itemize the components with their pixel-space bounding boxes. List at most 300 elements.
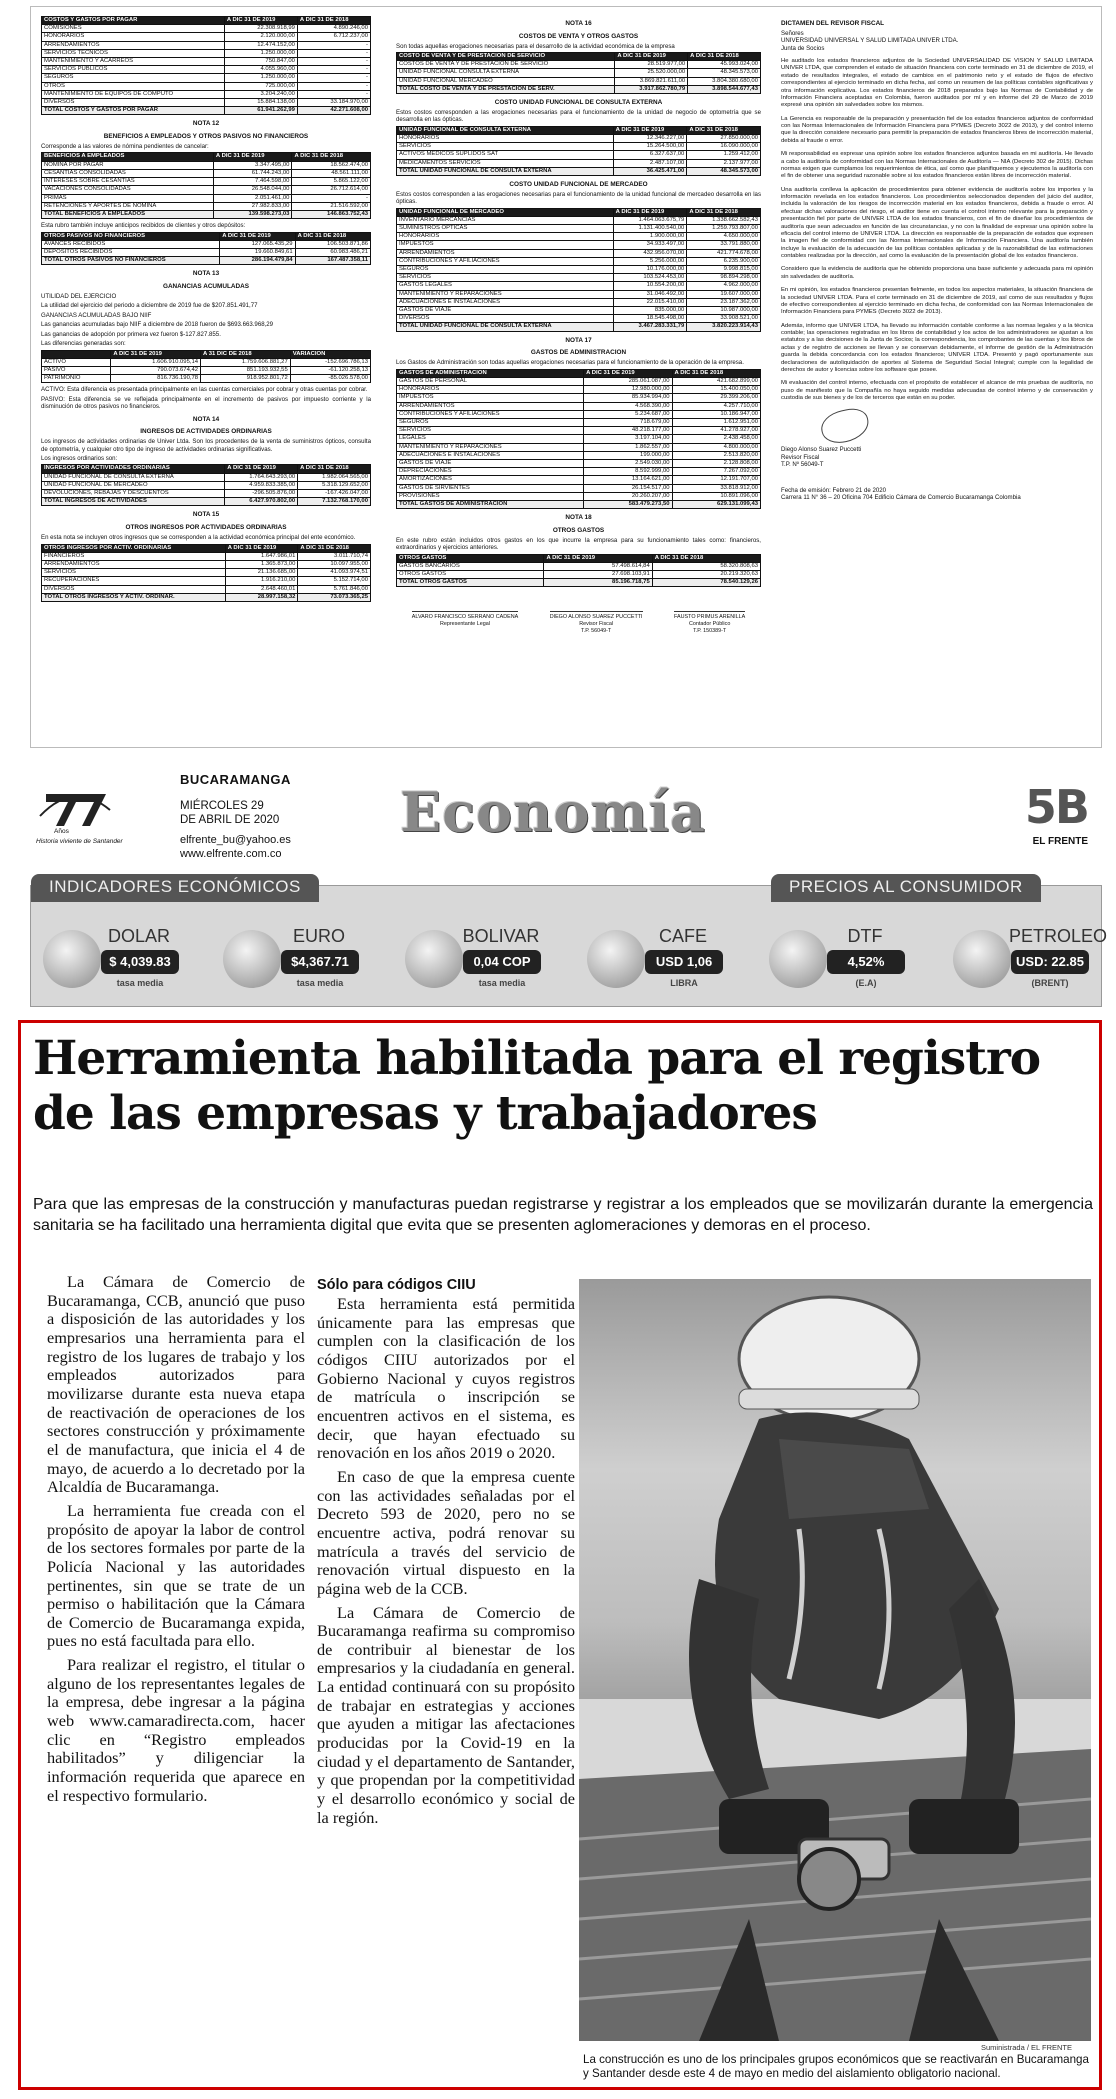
table-header-cell: GASTOS DE ADMINISTRACION (397, 369, 584, 377)
note-text: Las ganancias acumuladas bajo NIIF a diciembre de 2018 fueron de $693.663.968,29 (41, 321, 274, 329)
table-cell: 2.513.820,00 (672, 451, 760, 459)
table-row (42, 33, 371, 41)
table-cell: 27.850.000,00 (687, 134, 761, 142)
indicator-value: $4,367.71 (281, 950, 359, 974)
table-cell: SERVICIOS (397, 427, 584, 435)
table-total-row (397, 85, 761, 93)
table-total-row (42, 257, 371, 265)
table-cell: SUMINISTROS OPTICAS (397, 225, 614, 233)
table-cell: SERVICIOS (42, 569, 226, 577)
table-cell: AMORTIZACIONES (397, 476, 584, 484)
table-row (397, 143, 761, 151)
table-cell: 23.187.362,00 (687, 298, 761, 306)
table-header-cell: UNIDAD FUNCIONAL DE MERCADEO (397, 208, 614, 216)
table-cell: 60.983.486,21 (295, 248, 370, 256)
table-total-cell: TOTAL UNIDAD FUNCIONAL DE CONSULTA EXTERNA (397, 323, 614, 331)
table-cell: 10.097.955,00 (298, 560, 371, 568)
table-cell: VACACIONES CONSOLIDADAS (42, 186, 214, 194)
table-cell: 5.318.129.652,00 (298, 481, 371, 489)
table-header-cell: UNIDAD FUNCIONAL DE CONSULTA EXTERNA (397, 126, 614, 134)
note-text: Corresponde a las valores de nómina pendientes de cancelar: (41, 143, 209, 151)
table-cell: GASTOS DE VIAJE (397, 307, 614, 315)
table-total-cell: 7.132.768.170,00 (298, 498, 371, 506)
table-cell: 103.524.453,00 (613, 274, 687, 282)
auditor-addressee-line: UNIVERSIDAD UNIVERSAL Y SALUD LIMITADA UNIVER LTDA. (781, 37, 959, 45)
table-cell: PRIMAS (42, 194, 214, 202)
table-cell: HONORARIOS (397, 134, 614, 142)
table-header-row (42, 17, 371, 25)
table-total-cell: 286.194.479,84 (220, 257, 295, 265)
table-cell: MANTENIMIENTO Y ACARREOS (42, 58, 225, 66)
table-cell: SERVICIOS TECNICOS (42, 49, 225, 57)
website-link[interactable]: www.elfrente.com.co (180, 848, 282, 860)
table-cell: -85.026.578,00 (290, 375, 370, 383)
table-total-row (397, 500, 761, 508)
table-row (42, 366, 371, 374)
table-cell: 12.191.707,00 (672, 476, 760, 484)
table-header-cell: COSTO DE VENTA Y DE PRESTACION DE SERVICIO (397, 53, 615, 61)
table-cell: 790.073.674,42 (111, 366, 201, 374)
table-total-cell: 139.598.273,03 (213, 210, 292, 218)
table-cell: GASTOS DE SIRVIENTES (397, 484, 584, 492)
banknote-icon (405, 930, 463, 988)
table-row (42, 481, 371, 489)
table-header-row (397, 126, 761, 134)
auditor-report-body (781, 58, 1093, 402)
note-subtitle: GANANCIAS ACUMULADAS (162, 283, 250, 291)
note-title: NOTA 14 (192, 415, 220, 423)
table-header-cell: BENEFICIOS A EMPLEADOS (42, 153, 214, 161)
table-cell: 3.804.380.680,00 (688, 77, 761, 85)
logo-tagline: Historia viviente de Santander (36, 838, 123, 845)
table-cell: 18.545.498,00 (613, 315, 687, 323)
table-cell: 4.959.833.385,00 (225, 481, 298, 489)
table-cell: 835.000,00 (613, 307, 687, 315)
table-total-cell: 85.196.718,75 (544, 579, 652, 587)
table-cell: INTERESES SOBRE CESANTIAS (42, 178, 214, 186)
table-cell: ADECUACIONES E INSTALACIONES (397, 451, 584, 459)
article-headline: Herramienta habilitada para el registro de las empresas y trabajadores (33, 1031, 1041, 1142)
table-total-cell: 6.427.970.802,00 (225, 498, 298, 506)
table-cell: 15.400.050,00 (672, 386, 760, 394)
table-row (42, 552, 371, 560)
table-header-cell: A DIC 31 DE 2019 (224, 17, 297, 25)
table-total-cell: 48.345.573,00 (687, 167, 761, 175)
table-cell: 33.908.521,00 (687, 315, 761, 323)
table-cell: IMPUESTOS (397, 241, 614, 249)
table-cell: 2.051.461,00 (213, 194, 292, 202)
table-cell: 4.650.000,00 (687, 233, 761, 241)
table-cell: 27.982.833,00 (213, 202, 292, 210)
note-text: PASIVO: Esta diferencia se ve reflejada principalmente en el incremento de pasivos por impuesto corriente y la disminución de otros pasivos no financieros. (41, 395, 371, 411)
table-total-cell: TOTAL COSTOS Y GASTOS POR PAGAR (42, 107, 225, 115)
indicator-label: PETROLEO (1009, 926, 1108, 946)
table-cell: 1.916.210,00 (225, 577, 298, 585)
table-header-row (397, 369, 761, 377)
table-cell: 750.847,00 (224, 58, 297, 66)
table-cell: - (297, 49, 370, 57)
table-cell: 9.998.815,00 (687, 266, 761, 274)
table-header-cell: A DIC 31 DE 2019 (220, 232, 295, 240)
table-row (42, 25, 371, 33)
table-cell: 2.648.460,01 (225, 585, 298, 593)
table-total-row (42, 210, 371, 218)
table-row (397, 562, 761, 570)
table-cell: 816.736.190,78 (111, 375, 201, 383)
note-text: En esta nota se incluyen otros ingresos que se corresponden a la actividad económica principal del ente económico. (41, 534, 356, 542)
euro-coin-icon (223, 930, 281, 988)
table-cell: ARRENDAMIENTOS (397, 249, 614, 257)
table-cell: -152.696.786,13 (290, 358, 370, 366)
table-row (397, 443, 761, 451)
indicator-value: 0,04 COP (463, 950, 541, 974)
table-cell: ARRENDAMIENTOS (42, 560, 226, 568)
table-cell: 48.345.573,00 (688, 69, 761, 77)
table-row (397, 386, 761, 394)
note-text: Los ingresos de actividades ordinarias de Univer Ltda. Son los procedentes de la venta de suministros ópticos, consulta de optometría, y cualquier otro tipo de ingreso de actividades ordinarias significativas. (41, 438, 371, 453)
table-cell: OTROS (42, 82, 225, 90)
table-cell: GASTOS DE VIAJE (397, 459, 584, 467)
table-cell: 6.327.637,00 (613, 151, 687, 159)
section-title: Economía (400, 780, 706, 844)
table-total-cell: TOTAL OTROS INGRESOS Y ACTIV. ORDINAR. (42, 593, 226, 601)
table-row (397, 571, 761, 579)
table-row (397, 377, 761, 385)
signature-block (674, 597, 745, 634)
article-paragraph: Esta herramienta está permitida únicamente para las empresas que cumplen con la clasificación de los códigos CIIU autorizados por el Gobierno Nacional y cuyos registros de matrícula o inscripción se encuentren activos en el sistema, es decir, que hayan efectuado su renovación en los años 2019 o 2020. (317, 1294, 575, 1463)
table-header-cell: A DIC 31 DE 2018 (687, 126, 761, 134)
table-cell: 41.093.974,51 (298, 569, 371, 577)
table-cell: SEGUROS (42, 74, 225, 82)
note-text: En este rubro están incluidos otros gastos en los que incurre la empresa para su funcionamiento tales como: financieros, extraordinarios y ejercicios anteriores. (396, 536, 761, 552)
table-cell: 2.120.000,00 (224, 33, 297, 41)
table-total-row (42, 498, 371, 506)
table-cell: 19.660.849,61 (220, 248, 295, 256)
table-cell: PASIVO (42, 366, 111, 374)
table-cell: 10.186.947,00 (672, 410, 760, 418)
signature-block (412, 597, 518, 634)
table-cell: DEVOLUCIONES, REBAJAS Y DESCUENTOS (42, 490, 225, 498)
table-row (397, 307, 761, 315)
auditor-report-paragraph: Mi evaluación del control interno, efectuada con el propósito de establecer el alcance de mis pruebas de auditoría, no puso de manifiesto que la Compañía no haya seguido medidas adecuadas de control interno y de conservación y custodia de sus bienes y de los de terceros que están en su poder. (781, 380, 1093, 402)
table-header-cell: OTROS PASIVOS NO FINANCIEROS (42, 232, 220, 240)
table-cell: 421.774.678,00 (687, 249, 761, 257)
note-title: NOTA 12 (192, 120, 220, 128)
article-paragraph: En caso de que la empresa cuente con las actividades señaladas por el Decreto 593 de 2020, pero no se encuentre activa, podrá renovar su matrícula a través del servicio de renovación virtual dispuesto en la página web de la CCB. (317, 1466, 575, 1598)
table-cell: 2.438.458,00 (672, 435, 760, 443)
table-header-row (397, 208, 761, 216)
table-cell: 1.131.400.540,00 (613, 225, 687, 233)
financial-table (41, 350, 371, 384)
table-cell: HONORARIOS (397, 233, 614, 241)
indicator-dolar (43, 926, 183, 998)
table-cell: COSTOS DE VENTA Y DE PRESTACION DE SERVICIO (397, 61, 615, 69)
auditor-report-title: DICTAMEN DEL REVISOR FISCAL (781, 20, 885, 27)
table-cell: GASTOS BANCARIOS (397, 562, 544, 570)
table-row (397, 61, 761, 69)
indicator-subtitle: tasa media (478, 978, 526, 988)
table-row (397, 315, 761, 323)
table-cell: 57.498.614,84 (544, 562, 652, 570)
table-row (397, 418, 761, 426)
article-column-2 (317, 1295, 575, 2085)
financial-statements-block (30, 6, 1102, 748)
signature-mark (818, 406, 872, 447)
note-title: NOTA 17 (565, 336, 592, 344)
table-cell: AVANCES RECIBIDOS (42, 240, 220, 248)
table-cell: 2.487.107,00 (613, 159, 687, 167)
table-cell: 285.061.087,00 (584, 377, 672, 385)
table-cell: -167.426.047,00 (298, 490, 371, 498)
anniversary-77-logo-icon (36, 786, 112, 846)
indicator-label: DOLAR (107, 926, 170, 946)
table-header-cell: A DIC 31 DE 2018 (295, 232, 370, 240)
table-cell: ARRENDAMIENTOS (397, 402, 584, 410)
table-header-cell: A DIC 31 DE 2018 (672, 369, 760, 377)
table-cell: RETENCIONES Y APORTES DE NOMINA (42, 202, 214, 210)
table-cell: 1.764.643.293,00 (225, 473, 298, 481)
financial-table (396, 52, 761, 94)
table-cell: 1.982.064.565,00 (298, 473, 371, 481)
signature-name: ALVARO FRANCISCO SERRANO CADENA (412, 611, 518, 621)
table-cell: 27.698.103,91 (544, 571, 652, 579)
table-cell: 29.399.206,00 (672, 394, 760, 402)
table-cell: 26.548.044,00 (213, 186, 292, 194)
table-cell: 33.791.880,00 (687, 241, 761, 249)
table-cell: UNIDAD FUNCIONAL CONSULTA EXTERNA (397, 69, 615, 77)
table-cell: SERVICIOS PUBLICOS (42, 66, 225, 74)
table-header-row (42, 544, 371, 552)
table-cell: 1.862.557,00 (584, 443, 672, 451)
table-header-cell: A DIC 31 DE 2019 (213, 153, 292, 161)
table-cell: 1.612.951,00 (672, 418, 760, 426)
table-cell: -296.505.876,00 (225, 490, 298, 498)
worker-grinding-illustration-icon (579, 1279, 1091, 2041)
article-paragraph: Para realizar el registro, el titular o alguno de los representantes legales de la empresa, debe ingresar a la página web www.camaradirecta.com, hacer clic en “Registro empleados habilitados” y diligenciar la información requerida que aparece en el respectivo formulario. (47, 1655, 305, 1805)
indicator-value: USD 1,06 (645, 950, 723, 974)
table-cell: 48.561.111,00 (292, 169, 371, 177)
indicator-label: DTF (847, 926, 883, 946)
signature-block (550, 597, 643, 634)
auditor-addressee (781, 30, 1093, 52)
table-cell: NOMINA POR PAGAR (42, 161, 214, 169)
table-cell: 1.338.662.582,43 (687, 216, 761, 224)
table-cell: 21.136.685,00 (225, 569, 298, 577)
table-row (397, 225, 761, 233)
table-header-cell: A DIC 31 DE 2019 (615, 53, 688, 61)
table-cell: CESANTIAS CONSOLIDADAS (42, 169, 214, 177)
table-cell: 432.956.070,00 (613, 249, 687, 257)
table-cell: 26.712.614,00 (292, 186, 371, 194)
table-cell: 3.011.710,74 (298, 552, 371, 560)
table-cell: CONTRIBUCIONES Y AFILIACIONES (397, 257, 614, 265)
signature-name: FAUSTO PRIMUS ARENILLA (674, 611, 745, 621)
financial-table (41, 152, 371, 219)
table-total-cell: 3.917.862.780,79 (615, 85, 688, 93)
note-subtitle: OTROS INGRESOS POR ACTIVIDADES ORDINARIAS (125, 524, 287, 532)
table-total-row (397, 167, 761, 175)
table-cell: 22.015.410,00 (613, 298, 687, 306)
note-subtitle: COSTO UNIDAD FUNCIONAL DE MERCADEO (509, 180, 648, 188)
table-header-cell: OTROS INGRESOS POR ACTIV. ORDINARIAS (42, 544, 226, 552)
table-cell: 421.682.899,00 (672, 377, 760, 385)
table-row (42, 90, 371, 98)
auditor-report-paragraph: Mi responsabilidad es expresar una opinión sobre los estados financieros adjuntos basada en mi auditoría. He llevado a cabo la auditoría de conformidad con las Normas Internacionales de Auditoría — NIA (Decreto 302 de 2015). Dichas normas exigen que cumplamos los requerimientos de ética, así como que planifiquemos y ejecutemos la auditoría con el fin de obtener una seguridad razonable sobre si los estados financieros están libres de incorrección material. (781, 151, 1093, 180)
table-cell: 16.090.000,00 (687, 143, 761, 151)
table-total-cell: TOTAL UNIDAD FUNCIONAL DE CONSULTA EXTERNA (397, 167, 614, 175)
dateline-day: MIÉRCOLES 29 (180, 800, 264, 812)
table-row (42, 178, 371, 186)
table-total-cell: 73.073.365,25 (298, 593, 371, 601)
table-cell: 21.516.592,00 (292, 202, 371, 210)
note-subtitle: BENEFICIOS A EMPLEADOS Y OTROS PASIVOS NO FINANCIEROS (103, 133, 309, 141)
auditor-report-paragraph: En mi opinión, los estados financieros presentan fielmente, en todos los aspectos materiales, la situación financiera de la sociedad UNIVER LTDA. Para el corte terminado en 31 de diciembre de 2019, así como de sus resultados y flujos de efectivo correspondientes al ejercicio terminado en dicha fecha, de conformidad con las Normas Internacionales de Información Financiera para PYMES (Decreto 3022 de 2013). (781, 287, 1093, 316)
table-cell: 19.607.000,00 (687, 290, 761, 298)
table-cell: 5.865.122,00 (292, 178, 371, 186)
table-total-cell: 167.487.358,11 (295, 257, 370, 265)
eagle-coin-icon (43, 930, 101, 988)
table-cell: COMISIONES (42, 25, 225, 33)
indicator-value: $ 4,039.83 (101, 950, 179, 974)
table-header-cell: A DIC 31 DE 2018 (687, 208, 761, 216)
auditor-addressee-line: Señores (781, 29, 804, 37)
table-total-row (397, 323, 761, 331)
table-header-cell: A DIC 31 DE 2019 (613, 208, 687, 216)
table-cell: 8.592.999,00 (584, 468, 672, 476)
consumer-prices-tab: PRECIOS AL CONSUMIDOR (771, 874, 1041, 902)
table-cell: 20.219.320,63 (652, 571, 760, 579)
construction-worker-photo (579, 1279, 1091, 2041)
table-row (42, 49, 371, 57)
article-subhead: Sólo para códigos CIIU (317, 1277, 476, 1293)
signature-role: Revisor Fiscal T.P. 56049-T (579, 621, 614, 634)
table-row (397, 69, 761, 77)
dateline-city: BUCARAMANGA (180, 772, 291, 787)
table-total-cell: TOTAL OTROS GASTOS (397, 579, 544, 587)
table-row (42, 202, 371, 210)
table-cell: MANTENIMIENTO Y REPARACIONES (397, 443, 584, 451)
table-total-cell: TOTAL GASTOS DE ADMINISTRACION (397, 500, 584, 508)
indicator-value: USD: 22.85 (1011, 950, 1089, 974)
table-row (397, 134, 761, 142)
table-row (42, 169, 371, 177)
table-row (42, 58, 371, 66)
table-cell: 12.980.000,00 (584, 386, 672, 394)
table-cell: 5.234.687,00 (584, 410, 672, 418)
table-row (397, 402, 761, 410)
table-cell: LEGALES (397, 435, 584, 443)
table-header-cell: A DIC 31 DE 2019 (111, 350, 201, 358)
auditor-addressee-line: Junta de Socios (781, 44, 825, 52)
table-row (397, 290, 761, 298)
table-row (397, 468, 761, 476)
indicator-subtitle: tasa media (296, 978, 344, 988)
table-cell: 1.759.606.881,27 (201, 358, 291, 366)
table-row (397, 77, 761, 85)
table-cell: 98.894.298,00 (687, 274, 761, 282)
table-row (397, 282, 761, 290)
table-cell: MEDICAMENTOS SERVICIOS (397, 159, 614, 167)
table-cell: ADECUACIONES E INSTALACIONES (397, 298, 614, 306)
indicator-subtitle: tasa media (116, 978, 164, 988)
financial-table (41, 464, 371, 506)
table-cell: - (297, 74, 370, 82)
table-cell: 2.549.030,00 (584, 459, 672, 467)
table-row (42, 473, 371, 481)
table-total-cell: TOTAL BENEFICIOS A EMPLEADOS (42, 210, 214, 218)
table-cell: HONORARIOS (42, 33, 225, 41)
table-cell: 6.712.237,00 (297, 33, 370, 41)
financial-table (41, 232, 371, 266)
table-cell: 1.365.873,00 (225, 560, 298, 568)
indicator-euro (223, 926, 363, 998)
newspaper-name: EL FRENTE (1032, 836, 1088, 847)
contact-email[interactable]: elfrente_bu@yahoo.es (180, 834, 291, 846)
table-header-row (42, 232, 371, 240)
table-cell: 1.250.000,00 (224, 49, 297, 57)
table-total-cell: 36.425.471,00 (613, 167, 687, 175)
table-cell: 58.320.808,63 (652, 562, 760, 570)
indicator-label: CAFE (658, 926, 707, 946)
photo-credit: Suministrada / EL FRENTE (981, 2043, 1072, 2052)
table-header-row (42, 350, 371, 358)
table-cell: UNIDAD FUNCIONAL MERCADEO (397, 77, 615, 85)
note-text: Los ingresos ordinarios son: (41, 455, 118, 463)
table-row (397, 451, 761, 459)
table-cell: 3.204.240,00 (224, 90, 297, 98)
table-row (397, 427, 761, 435)
table-total-cell: 42.271.608,00 (297, 107, 370, 115)
note-subtitle: OTROS GASTOS (552, 526, 605, 534)
featured-article (18, 1020, 1102, 2090)
table-cell: 22.308.918,99 (224, 25, 297, 33)
auditor-report-paragraph: He auditado los estados financieros adjuntos de la Sociedad UNIVERSALIDAD DE VISION Y SALUD LIMITADA UNIVER LTDA, que comprenden el estado de situación financiera con corte terminado en 31 de diciembre de 2019, el estado de resultados integrales, el estado de cambios en el patrimonio neto y el estado de flujos de efectivo correspondientes al ejercicio terminado en dicha fecha, así como un resumen de las políticas contables significativas y otra información explicativa. Los estados financieros de 2018 preparados bajo las Normas de Contabilidad y de Información Financiera aceptadas en Colombia, fueron auditados por mí y en informe del 29 de Marzo de 2019 expresé una opinión sin salvedades sobre los mismos. (781, 58, 1093, 109)
table-header-cell: COSTOS Y GASTOS POR PAGAR (42, 17, 225, 25)
table-cell: ACTIVOS MEDICOS SUPLIDOS SAT (397, 151, 614, 159)
table-header-cell: A DIC 31 DE 2018 (298, 544, 371, 552)
table-cell: 7.464.598,00 (213, 178, 292, 186)
table-cell: DEPOSITOS RECIBIDOS (42, 248, 220, 256)
table-cell: 5.152.714,00 (298, 577, 371, 585)
table-cell: 25.520.000,00 (615, 69, 688, 77)
table-cell: 61.744.243,00 (213, 169, 292, 177)
table-header-cell: A DIC 31 DE 2018 (297, 17, 370, 25)
table-row (42, 240, 371, 248)
table-cell: 28.519.977,00 (615, 61, 688, 69)
table-row (397, 476, 761, 484)
table-cell: 20.260.207,00 (584, 492, 672, 500)
economic-indicators-tab: INDICADORES ECONÓMICOS (31, 874, 319, 902)
table-row (42, 66, 371, 74)
indicator-cafe (587, 926, 727, 998)
table-cell: 2.128.808,00 (672, 459, 760, 467)
table-header-cell: VARIACION (290, 350, 370, 358)
logo-word: Años (54, 828, 69, 835)
table-cell: 10.554.200,00 (613, 282, 687, 290)
table-cell: 4.800.000,00 (672, 443, 760, 451)
table-total-row (42, 107, 371, 115)
table-cell: ACTIVO (42, 358, 111, 366)
table-row (397, 159, 761, 167)
table-row (42, 585, 371, 593)
table-cell: - (297, 66, 370, 74)
auditor-sign-role: Revisor Fiscal (781, 453, 820, 461)
table-total-cell: TOTAL INGRESOS DE ACTIVIDADES (42, 498, 225, 506)
table-header-cell: A DIC 31 DE 2019 (613, 126, 687, 134)
note-text: La utilidad del ejercicio del periodo a diciembre de 2019 fue de $207.851.491,77 (41, 302, 258, 310)
table-row (42, 186, 371, 194)
indicator-value: 4,52% (827, 950, 905, 974)
